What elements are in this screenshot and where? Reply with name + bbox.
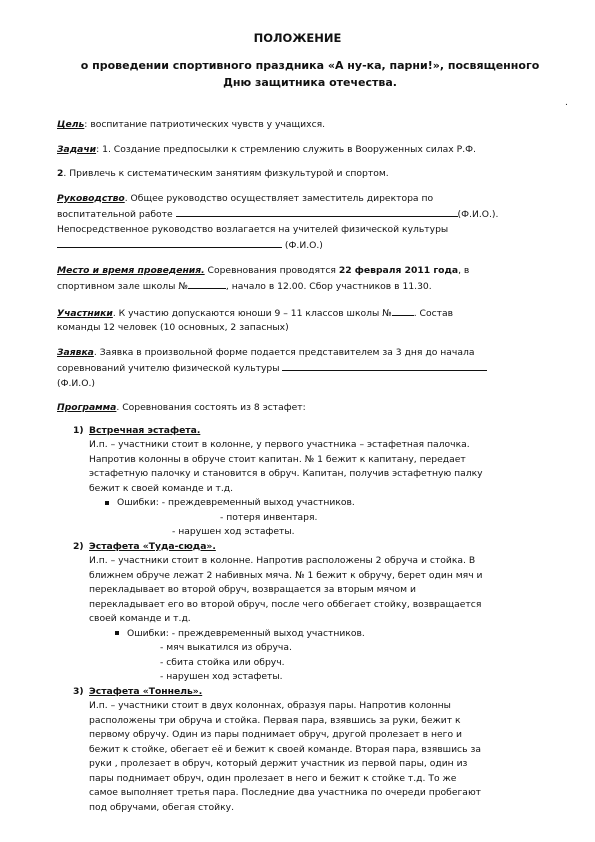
relay-line: бежит к своей команде и т.д. [89, 482, 234, 494]
subtitle-line-1: о проведении спортивного праздника «А ну-ка, парни!», посвященного [80, 59, 540, 72]
blank-line [176, 206, 458, 217]
relay-item [57, 540, 577, 685]
blank-line [282, 360, 487, 371]
program-paragraph [57, 401, 577, 416]
place-text-3: спортивном зале школы № [57, 281, 188, 292]
participants-paragraph [57, 305, 577, 336]
bullet-icon [105, 501, 109, 505]
goal-text: : воспитание патриотических чувств у учащихся. [84, 119, 326, 130]
participants-text-1: . К участию допускаются юноши 9 – 11 классов школы № [112, 307, 392, 319]
management-text-2: воспитательной работе [57, 209, 173, 220]
relay-number: 2) [73, 540, 84, 552]
application-text-3: (Ф.И.О.) [57, 377, 95, 389]
participants-text-3: команды 12 человек (10 основных, 2 запасных) [57, 322, 289, 333]
tasks-text-1: : 1. Создание предпосылки к стремлению служить в Вооруженных силах Р.Ф. [96, 143, 476, 155]
relay-line: эстафетную палочку и становится в обруч. Капитан, получив эстафетную палку [89, 468, 483, 479]
tasks-text-2: . Привлечь к систематическим занятиям физкультурой и спортом. [63, 168, 389, 179]
errors-line [57, 627, 577, 642]
relay-line: руки , пролезает в обруч, который держит участник из первой пары, один из [89, 758, 468, 769]
relay-line: самое выполняет третья пара. Последние два участника по очереди пробегают [89, 787, 482, 798]
relay-title: Встречная эстафета. [89, 424, 201, 436]
management-label: Руководство [57, 192, 125, 204]
program-text: . Соревнования состоять из 8 эстафет: [116, 402, 306, 413]
relay-line: И.п. – участники стоит в колонне, у первого участника – эстафетная палочка. [89, 439, 470, 450]
subtitle-line-2: Дню защитника отечества. [223, 76, 397, 89]
error-item: - нарушен ход эстафеты. [172, 526, 295, 537]
relay-line: Напротив колонны в обруче стоит капитан. № 1 бежит к капитану, передает [89, 453, 466, 465]
relay-line: ближнем обруче лежат 2 набивных мяча. № 1 бежит к обручу, берет один мяч и [89, 569, 483, 581]
management-text-1: . Общее руководство осуществляет заместитель директора по [124, 192, 434, 204]
error-item: - сбита стойка или обруч. [160, 656, 285, 668]
relay-line: под обручами, обегая стойку. [89, 801, 235, 813]
relay-line: пары поднимает обруч, один пролезает в него и бежит к стойке т.д. То же [89, 772, 457, 784]
relay-line: первому обручу. Один из пары поднимает обруч, другой пролезает в него и [89, 729, 462, 740]
relay-number: 3) [73, 685, 84, 697]
relay-header [57, 685, 577, 700]
tasks-label: Задачи [57, 143, 97, 155]
place-text-1: Соревнования проводятся [204, 264, 339, 276]
management-paragraph [57, 192, 577, 254]
errors-head: Ошибки: - преждевременный выход участников. [117, 497, 355, 508]
document-body [57, 118, 577, 815]
management-fio-1: (Ф.И.О.). [457, 209, 499, 220]
relay-item [57, 685, 577, 816]
tasks-paragraph [57, 143, 577, 158]
relay-line: расположены три обруча и стойка. Первая пара, взявшись за руки, бежит к [89, 714, 461, 726]
goal-paragraph [57, 118, 577, 133]
place-date: 22 февраля 2011 года [338, 264, 459, 276]
relay-line: И.п. – участники стоит в колонне. Напротив расположены 2 обруча и стойка. В [89, 555, 476, 566]
application-text-2: соревнований учителю физической культуры [57, 363, 280, 374]
application-label: Заявка [57, 346, 94, 358]
management-text-3: Непосредственное руководство возлагается на учителей физической культуры [57, 223, 449, 235]
blank-line [188, 278, 226, 289]
stray-mark: . [565, 98, 568, 108]
error-item: - мяч выкатился из обруча. [160, 642, 292, 653]
relay-title: Эстафета «Туда-сюда». [89, 540, 216, 552]
place-label: Место и время проведения. [57, 264, 205, 276]
relay-line: бежит к стойке, обегает её и бежит к своей команде. Вторая пара, взявшись за [89, 743, 481, 755]
relay-line: своей команде и т.д. [89, 613, 191, 624]
application-paragraph [57, 346, 577, 392]
blank-line [392, 305, 414, 316]
relay-number: 1) [73, 424, 84, 436]
relay-header [57, 424, 577, 439]
error-item: - нарушен ход эстафеты. [160, 671, 283, 682]
document-title: ПОЛОЖЕНИЕ [253, 31, 342, 45]
relay-line: перекладывает во второй обруч, возвращается за вторым мячом и [89, 584, 416, 595]
participants-label: Участники [57, 307, 113, 319]
bullet-icon [115, 631, 119, 635]
management-fio-2: (Ф.И.О.) [284, 240, 323, 251]
tasks-num-2: 2 [57, 168, 64, 179]
program-label: Программа [57, 402, 117, 413]
errors-head: Ошибки: - преждевременный выход участников. [127, 627, 365, 639]
error-item: - потеря инвентаря. [220, 511, 318, 523]
relay-line: И.п. – участники стоит в двух колоннах, образуя пары. Напротив колонны [89, 700, 451, 711]
relay-item [57, 424, 577, 540]
place-paragraph [57, 264, 577, 295]
relay-header [57, 540, 577, 555]
errors-line [57, 496, 577, 511]
place-text-4: , начало в 12.00. Сбор участников в 11.30. [225, 281, 432, 292]
place-text-2: , в [458, 264, 470, 276]
goal-label: Цель [57, 119, 85, 130]
relay-title: Эстафета «Тоннель». [89, 685, 203, 697]
tasks-paragraph-2 [57, 167, 577, 182]
relay-line: перекладывает его во второй обруч, после чего оббегает стойку, возвращается [89, 598, 482, 610]
participants-text-2: . Состав [413, 307, 454, 319]
blank-line [57, 237, 282, 248]
application-text-1: . Заявка в произвольной форме подается представителем за 3 дня до начала [93, 346, 475, 358]
document-subtitle [40, 57, 580, 91]
